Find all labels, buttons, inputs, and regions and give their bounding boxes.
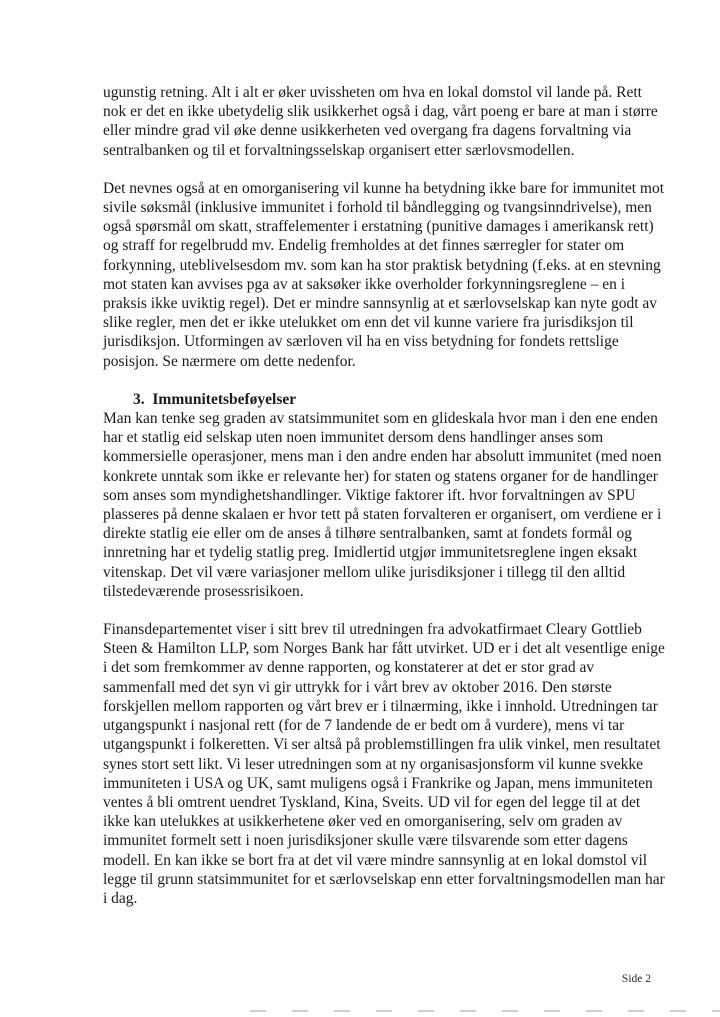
paragraph-1: ugunstig retning. Alt i alt er øker uvissheten om hva en lokal domstol vil lande på. Rett nok er det en ikke ubetydelig slik usikkerhet også i dag, vårt poeng er bare at man i større eller mindre grad vil øke denne usikkerheten ved overgang fra dagens forvaltning via sentralbanken og til et forvaltningsselskap organisert etter særlovsmodellen. [103,84,658,159]
page-number: Side 2 [621,973,651,985]
paragraph-3: Man kan tenke seg graden av statsimmunitet som en glideskala hvor man i den ene enden har et statlig eid selskap uten noen immunitet dersom dens handlinger anses som kommersielle operasjoner, mens man i den andre enden har absolutt immunitet (med noen konkrete unntak som ikke er relevante her) for staten og statens organer for de handlinger som anses som myndighetshandlinger. Viktige faktorer ift. hvor forvaltningen av SPU plasseres på denne skalaen er hvor tett på staten forvalteren er organisert, om verdiene er i direkte statlig eie eller om de anses å tilhøre sentralbanken, samt at fondets formål og innretning har et tydelig statlig preg. Imidlertid utgjør immunitetsreglene ingen eksakt vitenskap. Det vil være variasjoner mellom ulike jurisdiksjoner i tillegg til den alltid tilstedeværende prosessrisikoen. [103,410,662,600]
paragraph-4: Finansdepartementet viser i sitt brev til utredningen fra advokatfirmaet Cleary Gottlieb Steen & Hamilton LLP, som Norges Bank har fått utvirket. UD er i det alt vesentlige enige i det som fremkommer av denne rapporten, og konstaterer at det er stor grad av sammenfall med det syn vi gir uttrykk for i vårt brev av oktober 2016. Den største forskjellen mellom rapporten og vårt brev er i tilnærming, ikke i innhold. Utredningen tar utgangspunkt i nasjonal rett (for de 7 landende de er bedt om å vurdere), mens vi tar utgangspunkt i folkeretten. Vi ser altså på problemstillingen fra ulik vinkel, men resultatet synes stort sett likt. Vi leser utredningen som at ny organisasjonsform vil kunne svekke immuniteten i USA og UK, samt muligens også i Frankrike og Japan, mens immuniteten ventes å bli omtrent uendret Tyskland, Kina, Sveits. UD vil for egen del legge til at det ikke kan utelukkes at usikkerhetene øker ved en omorganisering, selv om graden av immunitet formelt sett i noen jurisdiksjoner skulle være tilsvarende som etter dagens modell. En kan ikke se bort fra at det vil være mindre sannsynlig at en lokal domstol vil legge til grunn statsimmunitet for et særlovselskap enn etter forvaltningsmodellen man har i dag. [103,621,665,907]
scan-artifact-line [250,1010,720,1012]
text-block [103,83,669,927]
section-heading-immunitetsbefoyelser: 3. Immunitetsbeføyelser [133,390,297,408]
paragraph-2: Det nevnes også at en omorganisering vil kunne ha betydning ikke bare for immunitet mot sivile søksmål (inklusive immunitet i forhold til båndlegging og tvangsinndrivelse), men også spørsmål om skatt, straffelementer i erstatning (punitive damages i amerikansk rett) og straff for regelbrudd mv. Endelig fremholdes at det finnes særregler for stater om forkynning, uteblivelsesdom mv. som kan ha stor praktisk betydning (f.eks. at en stevning mot staten kan avvises pga av at saksøker ikke overholder forkynningsreglene – en i praksis ikke uviktig regel). Det er mindre sannsynlig at et særlovselskap kan nyte godt av slike regler, men det er ikke utelukket om enn det vil kunne variere fra jurisdiksjon til jurisdiksjon. Utformingen av særloven vil ha en viss betydning for fondets rettslige posisjon. Se nærmere om dette nedenfor. [103,179,665,370]
